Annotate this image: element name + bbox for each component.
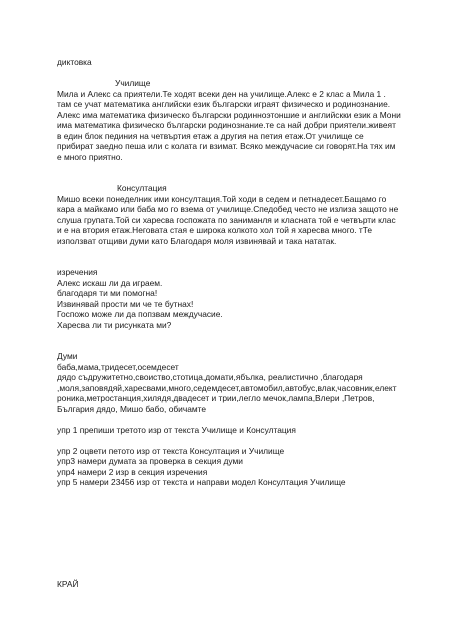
- words-title: Думи: [57, 351, 78, 361]
- paragraph-line: използват отщиви думи като Благодаря моля извинявай и така нататак.: [57, 235, 337, 246]
- task-1: упр 1 препиши третото изр от текста Училище и Консултация: [57, 424, 296, 435]
- task-item: упр4 намери 2 изр в секция изречения: [57, 466, 208, 477]
- consult-paragraph: [57, 194, 423, 247]
- sentence-item: Госпожо може ли да попзвам междучасие.: [57, 309, 223, 319]
- paragraph-line: баба,мама,тридесет,осемдесет: [57, 361, 179, 372]
- paragraph-line: ,моля,заповядяй,харесвами,много,седемдесет,автомобил,автобус,влак,часовник,елект: [57, 382, 397, 393]
- paragraph-line: там се учат математика английски език български играят физическо и родинознание.: [57, 99, 391, 109]
- sentence-item: благодаря ти ми помогна!: [57, 288, 158, 298]
- paragraph-line: има математика физическо български родинознание.те са най добри приятели.живеят: [57, 120, 396, 130]
- doc-header: диктовка: [57, 57, 92, 67]
- paragraph-line: България дядо, Мишо бабо, обичамте: [57, 403, 207, 414]
- paragraph-line: дядо съдружитетно,своиство,стотица,домати,ябълка, реалистично ,благодаря: [57, 372, 363, 382]
- school-title: Училище: [115, 78, 151, 88]
- paragraph-line: и е на втория етаж.Неговата стая е широка колкото хол той я харесва много. тТе: [57, 225, 373, 235]
- paragraph-line: в един блок пединия на четвъртия етаж а другия на петия етаж.От училище се: [57, 130, 364, 141]
- consult-title: Консултация: [117, 183, 167, 193]
- paragraph-line: Мишо всеки понеделник ими консултация.Той ходи в седем и петнадесет.Бащамо го: [57, 193, 387, 204]
- school-paragraph: [57, 89, 423, 163]
- paragraph-line: прибират заедно пеша или с колата ги взимат. Всяко междучасие си говорят.На тях им: [57, 141, 396, 151]
- sentences-title: изречения: [57, 267, 98, 277]
- spacer: [57, 330, 423, 351]
- spacer: [57, 68, 423, 79]
- sentence-item: Харесва ли ти рисунката ми?: [57, 319, 172, 330]
- spacer: [57, 414, 423, 425]
- sentences-list: [57, 278, 423, 331]
- task-item: упр3 намери думата за проверка в секция думи: [57, 456, 243, 466]
- tasks-list: [57, 446, 423, 488]
- end-label: КРАЙ: [57, 578, 79, 589]
- sentence-item: Алекс искаш ли да играем.: [57, 277, 163, 288]
- spacer: [57, 162, 423, 183]
- words-paragraph: [57, 362, 423, 415]
- task-item: упр 2 оцвети петото изр от текста Консултация и Училище: [57, 445, 285, 456]
- paragraph-line: кара а майкамо или баба мо го взема от училище.Спедобед често не излиза защото не: [57, 204, 399, 214]
- paragraph-line: Алекс има математика физическо български родинноэтоншие и английскки език а Мони: [57, 109, 401, 120]
- paragraph-line: роника,метростанция,хилядя,двадесет и трии,легло мечок,лампа,Влери ,Петров,: [57, 393, 375, 403]
- paragraph-line: слуша групата.Той си харесва госпожата по заниманля и класната той е четвърти клас: [57, 214, 396, 225]
- spacer: [57, 246, 423, 267]
- spacer: [57, 435, 423, 446]
- paragraph-line: е много приятно.: [57, 151, 123, 162]
- paragraph-line: Мила и Алекс са приятели.Те ходят всеки ден на училище.Алекс е 2 клас а Мила 1 .: [57, 88, 386, 99]
- task-item: упр 5 намери 23456 изр от текста и направи модел Консултация Училище: [57, 477, 346, 487]
- sentence-item: Извинявай прости ми че те бутнах!: [57, 298, 194, 309]
